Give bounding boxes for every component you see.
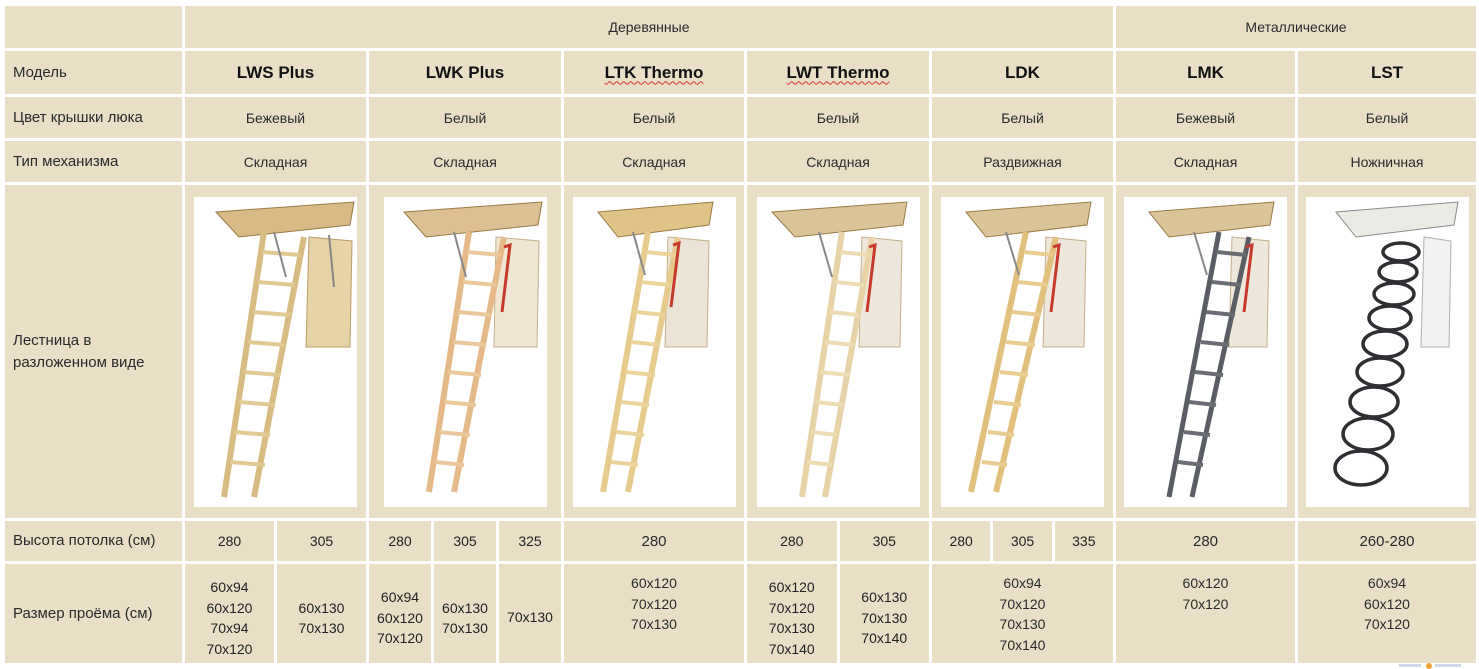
- size-value: 70x140: [768, 640, 815, 657]
- height-value: 260-280: [1298, 521, 1476, 561]
- group-header-metal: Металлические: [1116, 6, 1476, 48]
- model-name: LDK: [932, 51, 1113, 94]
- size-split: [747, 564, 929, 663]
- size-value: 60x120: [206, 599, 253, 616]
- size-value: 60x120: [768, 579, 815, 595]
- size-value: 70x140: [999, 636, 1046, 653]
- size-list: [840, 564, 930, 663]
- size-value: 60x120: [377, 609, 423, 626]
- ladder-photo-cell: [1298, 185, 1476, 518]
- hatch-color-value: Белый: [1298, 97, 1476, 138]
- size-value: 70x130: [861, 609, 908, 626]
- size-list: [747, 564, 837, 663]
- size-value: 60x120: [1182, 575, 1229, 591]
- size-split: [185, 564, 366, 663]
- ladder-photo-cell: [932, 185, 1113, 518]
- metal-folding-ladder-icon: [1124, 197, 1287, 507]
- model-name: [564, 51, 744, 94]
- size-value: 70x140: [861, 630, 908, 647]
- size-value: 70x120: [206, 640, 253, 657]
- size-value: 70x120: [999, 595, 1046, 612]
- size-list: [932, 564, 1113, 663]
- height-value: 325: [499, 521, 561, 561]
- height-value: 280: [369, 521, 431, 561]
- height-value: 280: [564, 521, 744, 561]
- size-value: 70x120: [1364, 616, 1410, 632]
- row-label-opening-size: Размер проёма (см): [5, 564, 182, 663]
- size-list: [369, 564, 431, 663]
- height-split: [932, 521, 1113, 561]
- size-value: 60x130: [442, 599, 488, 616]
- height-value: 280: [1116, 521, 1295, 561]
- corner-cell: [5, 6, 182, 48]
- size-list: [185, 564, 274, 663]
- row-label-mechanism: Тип механизма: [5, 141, 182, 182]
- size-list: [564, 564, 744, 663]
- mechanism-value: Складная: [564, 141, 744, 182]
- size-value: 70x120: [768, 599, 815, 616]
- model-name: [747, 51, 929, 94]
- height-split: [369, 521, 561, 561]
- ladder-comparison-table: [5, 6, 1475, 662]
- ladder-photo-cell: [564, 185, 744, 518]
- height-split: [747, 521, 929, 561]
- size-list: [277, 564, 366, 663]
- wooden-folding-ladder-icon: [194, 197, 357, 507]
- height-value: 280: [185, 521, 274, 561]
- size-value: 70x94: [210, 620, 249, 636]
- size-list: [499, 564, 561, 663]
- size-value: 70x130: [298, 620, 345, 636]
- wooden-folding-ladder-thermo-icon: [573, 197, 736, 507]
- size-list: [434, 564, 496, 663]
- size-value: 70x130: [507, 608, 553, 625]
- size-value: 60x120: [631, 575, 677, 591]
- mechanism-value: Складная: [369, 141, 561, 182]
- size-value: 60x130: [861, 589, 908, 606]
- size-value: 70x130: [768, 620, 815, 636]
- model-name-text: LWT Thermo: [786, 62, 890, 82]
- size-list: [1298, 564, 1476, 663]
- mechanism-value: Раздвижная: [932, 141, 1113, 182]
- size-value: 60x120: [1364, 595, 1410, 612]
- mechanism-value: Складная: [1116, 141, 1295, 182]
- wooden-folding-ladder-red-rail-icon: [384, 197, 547, 507]
- size-value: 70x130: [631, 616, 677, 632]
- group-header-wooden: Деревянные: [185, 6, 1113, 48]
- model-name: LST: [1298, 51, 1476, 94]
- ladder-photo-cell: [1116, 185, 1295, 518]
- size-value: 70x130: [999, 616, 1046, 632]
- height-value: 305: [840, 521, 930, 561]
- height-value: 305: [993, 521, 1051, 561]
- mechanism-value: Складная: [747, 141, 929, 182]
- height-value: 335: [1055, 521, 1113, 561]
- size-value: 70x120: [1182, 595, 1229, 612]
- size-value: 70x120: [377, 630, 423, 647]
- mechanism-value: Ножничная: [1298, 141, 1476, 182]
- ladder-photo-cell: [369, 185, 561, 518]
- row-label-hatch-color: Цвет крышки люка: [5, 97, 182, 138]
- metal-scissor-ladder-icon: [1306, 197, 1469, 507]
- model-name: LWK Plus: [369, 51, 561, 94]
- watermark-logo: [1397, 661, 1467, 669]
- size-value: 70x120: [631, 595, 677, 612]
- hatch-color-value: Белый: [564, 97, 744, 138]
- height-value: 305: [434, 521, 496, 561]
- wooden-folding-ladder-thermo-icon: [757, 197, 920, 507]
- hatch-color-value: Белый: [932, 97, 1113, 138]
- height-split: [185, 521, 366, 561]
- size-value: 60x94: [1003, 575, 1042, 591]
- height-value: 305: [277, 521, 366, 561]
- row-label-model: Модель: [5, 51, 182, 94]
- size-split: [369, 564, 561, 663]
- size-value: 60x130: [298, 599, 345, 616]
- row-label-unfolded: Лестница в разложенном виде: [5, 185, 182, 518]
- size-list: [1116, 564, 1295, 663]
- mechanism-value: Складная: [185, 141, 366, 182]
- row-label-ceiling-height: Высота потолка (см): [5, 521, 182, 561]
- height-value: 280: [932, 521, 990, 561]
- model-name: LMK: [1116, 51, 1295, 94]
- wooden-sliding-ladder-icon: [941, 197, 1104, 507]
- hatch-color-value: Белый: [747, 97, 929, 138]
- model-name-text: LTK Thermo: [604, 62, 704, 82]
- height-value: 280: [747, 521, 837, 561]
- ladder-photo-cell: [747, 185, 929, 518]
- ladder-photo-cell: [185, 185, 366, 518]
- size-value: 60x94: [380, 589, 420, 606]
- size-value: 60x94: [1367, 575, 1407, 591]
- size-value: 70x130: [442, 620, 488, 636]
- hatch-color-value: Бежевый: [1116, 97, 1295, 138]
- hatch-color-value: Бежевый: [185, 97, 366, 138]
- model-name: LWS Plus: [185, 51, 366, 94]
- hatch-color-value: Белый: [369, 97, 561, 138]
- size-value: 60x94: [210, 579, 249, 595]
